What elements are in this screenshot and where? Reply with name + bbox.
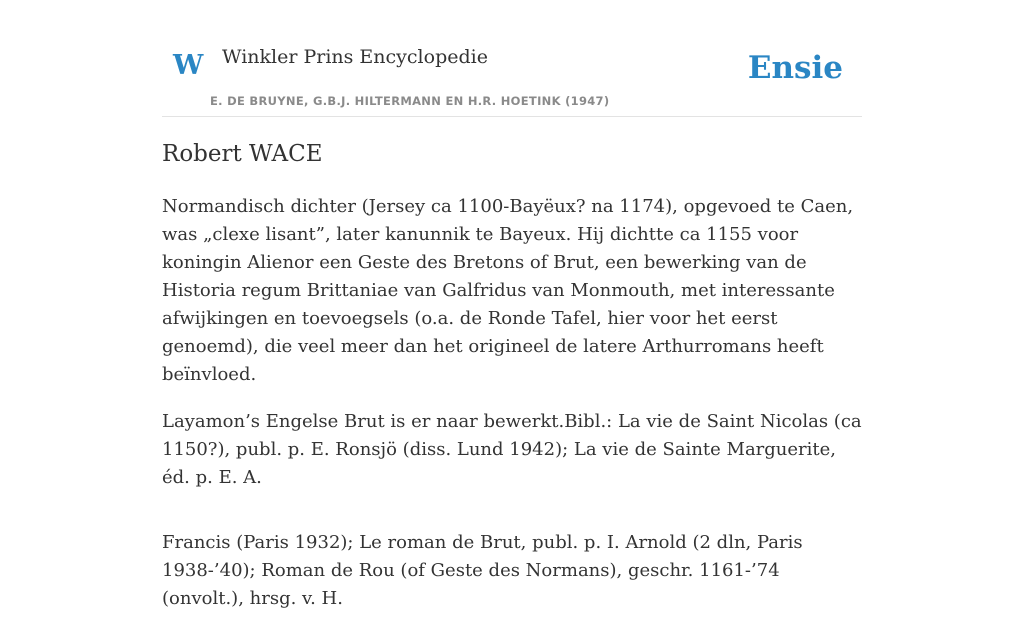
article-paragraph: Normandisch dichter (Jersey ca 1100-Bayëux? na 1174), opgevoed te Caen, was „clexe lisant”, later kanunnik te Bayeux. Hij dichtte ca 1155 voor koningin Alienor een Geste des Bretons of Brut, een bewerking van de Historia regum Brittaniae van Galfridus van Monmouth, met interessante afwijkingen en toevoegsels (o.a. de Ronde Tafel, hier voor het eerst genoemd), die veel meer dan het origineel de latere Arthurromans heeft beïnvloed.	[162, 196, 854, 385]
article	[162, 138, 862, 632]
winkler-prins-logo[interactable]: W	[173, 50, 204, 81]
ensie-brand-link[interactable]: Ensie	[747, 50, 843, 86]
site-subtitle: E. DE BRUYNE, G.B.J. HILTERMANN EN H.R. HOETINK (1947)	[210, 94, 610, 108]
site-header	[162, 0, 862, 117]
article-title: Robert WACE	[162, 141, 323, 167]
site-title[interactable]: Winkler Prins Encyclopedie	[222, 46, 488, 68]
article-paragraph: Layamon’s Engelse Brut is er naar bewerkt.Bibl.: La vie de Saint Nicolas (ca 1150?), publ. p. E. Ronsjö (diss. Lund 1942); La vie de Sainte Marguerite, éd. p. E. A.	[162, 411, 862, 488]
article-paragraph: Francis (Paris 1932); Le roman de Brut, publ. p. I. Arnold (2 dln, Paris 1938-’40); Roman de Rou (of Geste des Normans), geschr. 1161-’74 (onvolt.), hrsg. v. H.	[162, 532, 803, 609]
